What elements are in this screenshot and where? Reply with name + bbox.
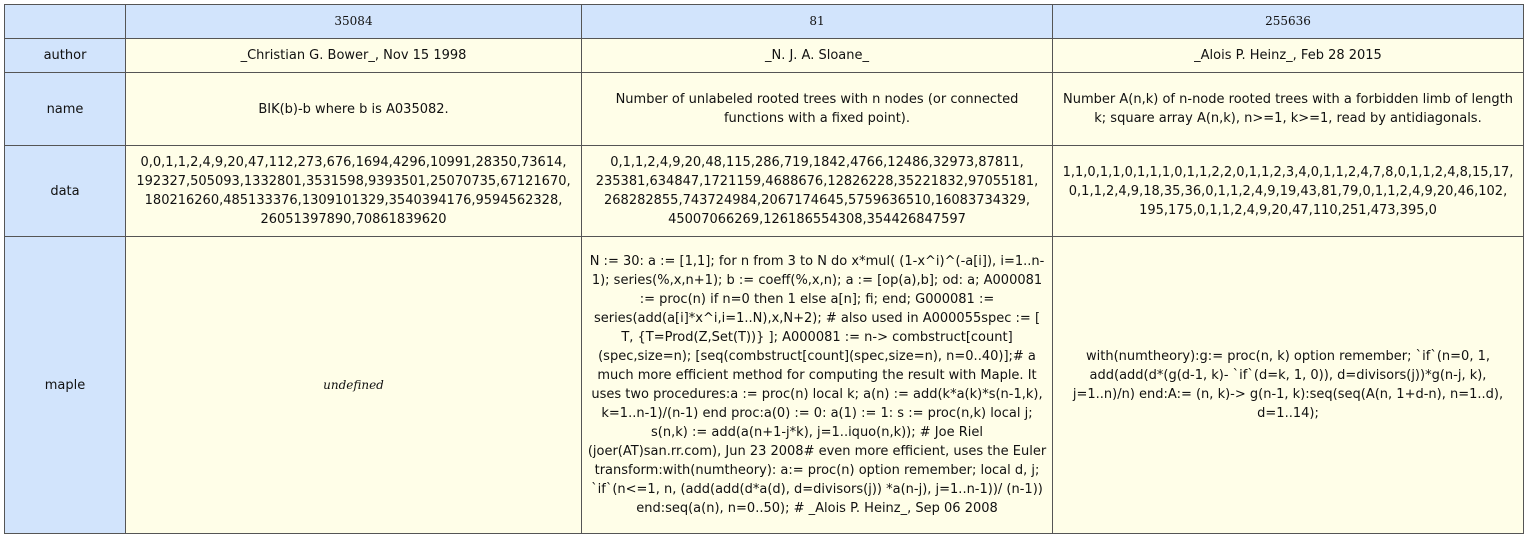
author-cell: _Alois P. Heinz_, Feb 28 2015 [1053,39,1524,73]
row-label-name: name [5,73,126,146]
column-header: 35084 [126,5,582,39]
maple-cell: N := 30: a := [1,1]; for n from 3 to N do x*mul( (1-x^i)^(-a[i]), i=1..n-1); series(%,x,n+1); b := coeff(%,x,n); a := [op(a),b]; od: a; A000081 := proc(n) if n=0 then 1 else a[n]; fi; end; G000081 := series(add(a[i]*x^i,i=1..N),x,N+2); # also used in A000055spec := [ T, {T=Prod(Z,Set(T))} ]; A000081 := n-> combstruct[count](spec,size=n); [seq(combstruct[count](spec,size=n), n=0..40)];# a much more efficient method for computing the result with Maple. It uses two procedures:a := proc(n) local k; a(n) := add(k*a(k)*s(n-1,k), k=1..n-1)/(n-1) end proc:a(0) := 0: a(1) := 1: s := proc(n,k) local j; s(n,k) := add(a(n+1-j*k), j=1..iquo(n,k)); # Joe Riel (joer(AT)san.rr.com), Jun 23 2008# even more efficient, uses the Euler transform:with(numtheory): a:= proc(n) option remember; local d, j; `if`(n<=1, n, (add(add(d*a(d), d=divisors(j)) *a(n-j), j=1..n-1))/ (n-1)) end:seq(a(n), n=0..50); # _Alois P. Heinz_, Sep 06 2008 [582,237,1053,534]
data-row [5,146,1524,237]
data-cell: 1,1,0,1,1,0,1,1,1,0,1,1,2,2,0,1,1,2,3,4,0,1,1,2,4,7,8,0,1,1,2,4,8,15,17,0,1,1,2,4,9,18,35,36,0,1,1,2,4,9,19,43,81,79,0,1,1,2,4,9,20,46,102,195,175,0,1,1,2,4,9,20,47,110,251,473,395,0 [1053,146,1524,237]
header-row [5,5,1524,39]
row-label-maple: maple [5,237,126,534]
author-cell: _N. J. A. Sloane_ [582,39,1053,73]
name-row [5,73,1524,146]
name-cell: Number A(n,k) of n-node rooted trees with a forbidden limb of length k; square array A(n,k), n>=1, k>=1, read by antidiagonals. [1053,73,1524,146]
name-cell: BIK(b)-b where b is A035082. [126,73,582,146]
data-cell: 0,0,1,1,2,4,9,20,47,112,273,676,1694,4296,10991,28350,73614,192327,505093,1332801,3531598,9393501,25070735,67121670,180216260,485133376,1309101329,3540394176,9594562328,26051397890,70861839620 [126,146,582,237]
maple-cell-undefined: undefined [126,237,582,534]
column-header: 81 [582,5,1053,39]
row-label-data: data [5,146,126,237]
author-row [5,39,1524,73]
data-cell: 0,1,1,2,4,9,20,48,115,286,719,1842,4766,12486,32973,87811,235381,634847,1721159,4688676,12826228,35221832,97055181,268282855,743724984,2067174645,5759636510,16083734329,45007066269,126186554308,354426847597 [582,146,1053,237]
name-cell: Number of unlabeled rooted trees with n nodes (or connected functions with a fixed point). [582,73,1053,146]
row-label-author: author [5,39,126,73]
author-cell: _Christian G. Bower_, Nov 15 1998 [126,39,582,73]
column-header: 255636 [1053,5,1524,39]
corner-cell [5,5,126,39]
maple-row [5,237,1524,534]
maple-cell: with(numtheory):g:= proc(n, k) option remember; `if`(n=0, 1, add(add(d*(g(d-1, k)- `if`(d=k, 1, 0)), d=divisors(j))*g(n-j, k), j=1..n)/n) end:A:= (n, k)-> g(n-1, k):seq(seq(A(n, 1+d-n), n=1..d), d=1..14); [1053,237,1524,534]
sequence-comparison-table [4,4,1524,534]
